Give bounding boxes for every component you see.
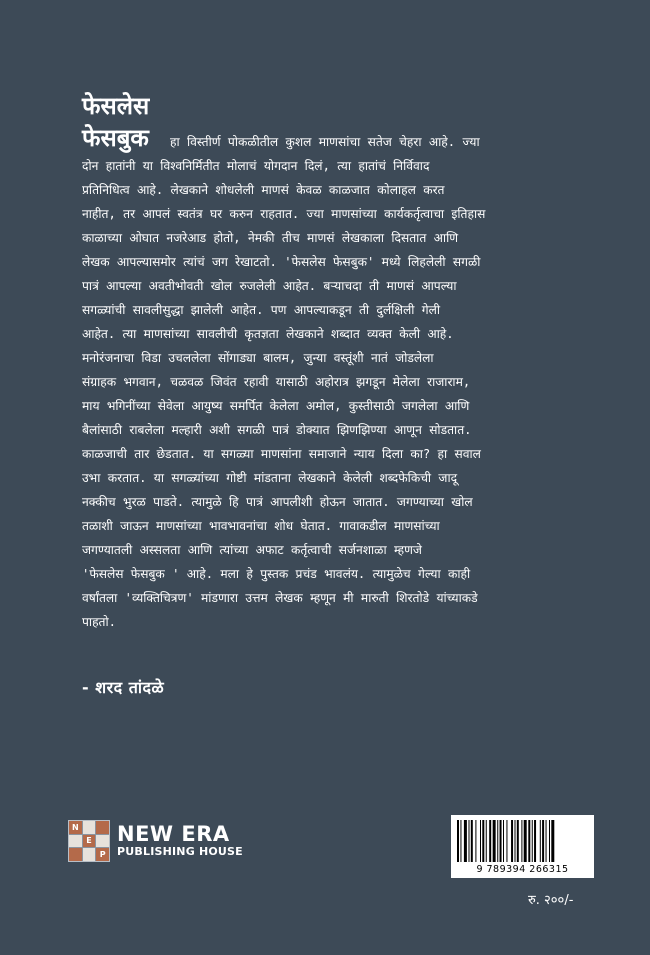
barcode-bar (486, 820, 487, 862)
publisher-name: NEW ERA (117, 822, 230, 846)
blurb-line: लेखक आपल्यासमोर त्यांचं जग रेखाटतो. 'फेसलेस फेसबुक' मध्ये लिहलेली सगळी (82, 255, 481, 269)
book-title-line2: फेसबुक (82, 124, 149, 152)
blurb-line: हा विस्तीर्ण पोकळीतील कुशल माणसांचा सतेज चेहरा आहे. ज्या (170, 135, 480, 149)
barcode-bar (475, 820, 476, 862)
price-label: रु. २००/- (528, 893, 574, 908)
barcode-bar (460, 820, 461, 862)
logo-letter: P (96, 848, 109, 861)
barcode-bar (493, 820, 496, 862)
blurb-line: दोन हातांनी या विश्वनिर्मितीत मोलाचं योगदान दिलं, त्या हातांचं निर्विवाद (82, 159, 430, 173)
barcode-bar (489, 820, 491, 862)
logo-letter: N (69, 821, 82, 834)
blurb-line: वर्षांतला 'व्यक्तिचित्रण' मांडणारा उत्तम लेखक म्हणून मी मारुती शिरतोडे यांच्याकडे (82, 591, 478, 605)
blurb-line: 'फेसलेस फेसबुक ' आहे. मला हे पुस्तक प्रचंड भावलंय. त्यामुळेच गेल्या काही (82, 567, 471, 581)
barcode-bar (532, 820, 533, 862)
barcode-bar (471, 820, 473, 862)
logo-cell (69, 835, 82, 848)
blurb-line: तळाशी जाऊन माणसांच्या भावभावनांचा शोध घेतात. गावाकडील माणसांच्या (82, 519, 440, 533)
isbn-barcode (451, 815, 594, 878)
blurb-line: काळजाची तार छेडतात. या सगळ्या माणसांना समाजाने न्याय दिला का? हा सवाल (82, 447, 481, 461)
blurb-line: प्रतिनिधित्व आहे. लेखकाने शोधलेली माणसं केवळ काळजात कोलाहल करत (82, 183, 445, 197)
author-signature: - शरद तांदळे (82, 678, 165, 697)
blurb-line: जगण्यातली अस्सलता आणि त्यांच्या अफाट कर्तृत्वाची सर्जनशाळा म्हणजे (82, 543, 422, 557)
blurb-line: आहेत. त्या माणसांच्या सावलीची कृतज्ञता लेखकाने शब्दात व्यक्त केली आहे. (82, 327, 454, 341)
barcode-bar (551, 820, 554, 862)
barcode-bar (528, 820, 530, 862)
isbn-number: 9 789394 266315 (476, 864, 569, 875)
publisher-logo-mark (68, 820, 110, 862)
barcode-bar (540, 820, 541, 862)
barcode-bar (546, 820, 547, 862)
barcode-bar (480, 820, 481, 862)
barcode-bar (457, 820, 459, 862)
blurb-line: पाहतो. (82, 615, 116, 629)
barcode-bar (542, 820, 544, 862)
blurb-line: उभा करतात. या सगळ्यांच्या गोष्टी मांडताना लेखकाने केलेली शब्दफेकिची जादू (82, 471, 458, 485)
barcode-bar (524, 820, 527, 862)
barcode-bar (549, 820, 550, 862)
blurb-line: संग्राहक भगवान, चळवळ जिवंत रहावी यासाठी अहोरात्र झगडून मेलेला राजाराम, (82, 375, 471, 389)
blurb-line: पात्रं आपल्या अवतीभोवती खोल रुजलेली आहेत. बऱ्याचदा ती माणसं आपल्या (82, 279, 457, 293)
logo-cell (83, 848, 96, 861)
logo-cell (83, 821, 96, 834)
logo-letter: E (83, 835, 96, 848)
barcode-bar (464, 820, 467, 862)
barcode-bar (469, 820, 470, 862)
blurb-text (82, 130, 592, 634)
blurb-line: काळाच्या ओघात नजरेआड होतो, नेमकी तीच माणसं लेखकाला दिसतात आणि (82, 231, 459, 245)
barcode-bars (457, 820, 588, 862)
barcode-bar (503, 820, 504, 862)
logo-cell (96, 835, 109, 848)
barcode-bar (521, 820, 522, 862)
barcode-bar (497, 820, 498, 862)
barcode-bar (511, 820, 513, 862)
blurb-line: नाहीत, तर आपलं स्वतंत्र घर करुन राहतात. ज्या माणसांच्या कार्यकर्तृत्वाचा इतिहास (82, 207, 486, 221)
barcode-bar (515, 820, 516, 862)
publisher-tagline: PUBLISHING HOUSE (117, 845, 243, 858)
blurb-line: मनोरंजनाचा विडा उचललेला सोंगाड्या बालम, जुन्या वस्तूंशी नातं जोडलेला (82, 351, 434, 365)
barcode-bar (517, 820, 519, 862)
book-title-line1: फेसलेस (82, 92, 150, 120)
barcode-bar (500, 820, 502, 862)
logo-cell (96, 821, 109, 834)
blurb-line: नक्कीच भुरळ पाडते. त्यामुळे हि पात्रं आपलीशी होऊन जातात. जगण्याच्या खोल (82, 495, 473, 509)
barcode-bar (482, 820, 484, 862)
blurb-line: माय भगिनींच्या सेवेला आयुष्य समर्पित केलेला अमोल, कुस्तीसाठी जगलेला आणि (82, 399, 470, 413)
barcode-bar (534, 820, 536, 862)
barcode-bar (506, 820, 507, 862)
blurb-line: सगळ्यांची सावलीसुद्धा झालेली आहेत. पण आपल्याकडून ती दुर्लक्षिली गेली (82, 303, 441, 317)
publisher-logo (68, 820, 243, 862)
logo-cell (69, 848, 82, 861)
blurb-line: बैलांसाठी राबलेला मल्हारी अशी सगळी पात्रं डोक्यात झिणझिण्या आणून सोडतात. (82, 423, 472, 437)
